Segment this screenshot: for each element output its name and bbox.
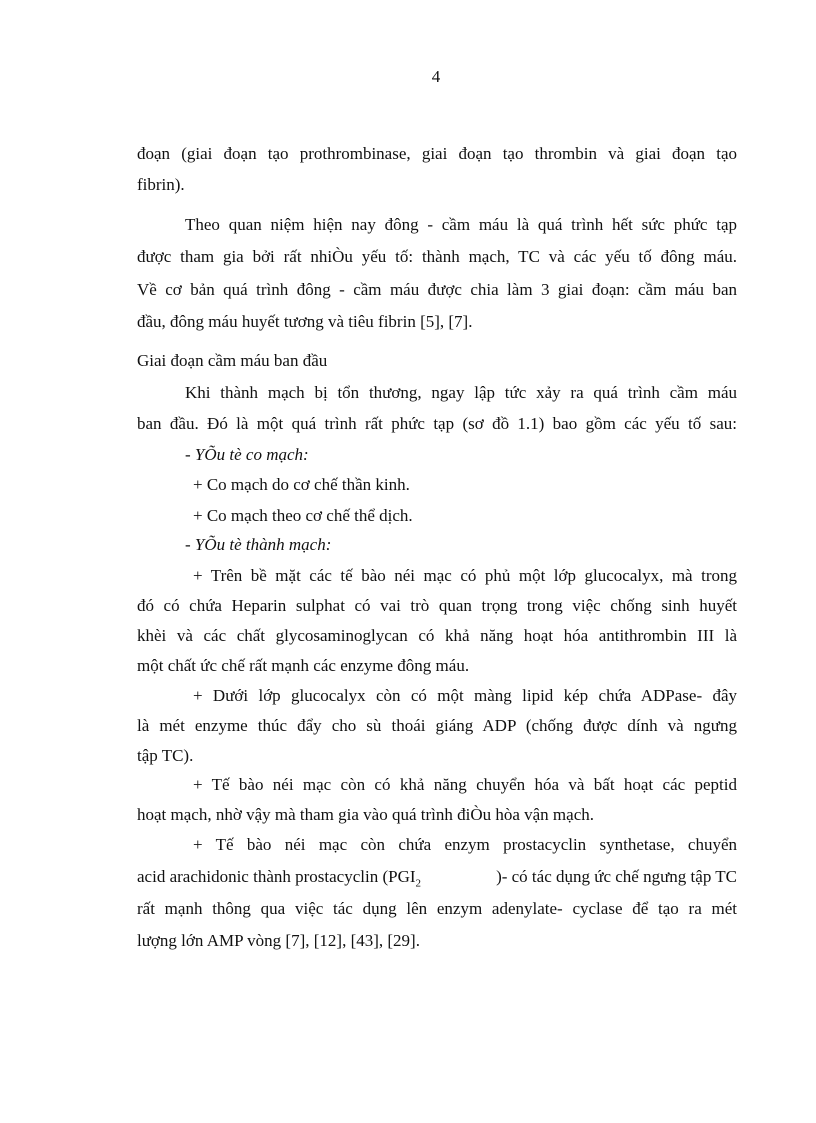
paragraph-line: hoạt mạch, nhờ vậy mà tham gia vào quá trình điÒu hòa vận mạch. xyxy=(137,805,594,824)
paragraph-line: fibrin). xyxy=(137,175,185,194)
paragraph-line: lượng lớn AMP vòng [7], [12], [43], [29]. xyxy=(137,931,420,950)
paragraph-line: tập TC). xyxy=(137,746,194,765)
paragraph-line: + Tế bào néi mạc còn có khả năng chuyển hóa và bất hoạt các peptid xyxy=(193,775,737,794)
list-item: + Co mạch theo cơ chế thể dịch. xyxy=(193,506,413,525)
paragraph-line: Về cơ bản quá trình đông - cầm máu được chia làm 3 giai đoạn: cầm máu ban xyxy=(137,280,737,299)
paragraph-line: + Dưới lớp glucocalyx còn có một màng lipid kép chứa ADPase- đây xyxy=(193,686,737,705)
paragraph-line: là mét enzyme thúc đẩy cho sù thoái giáng ADP (chống được dính và ngưng xyxy=(137,716,737,735)
paragraph-line: một chất ức chế rất mạnh các enzyme đông máu. xyxy=(137,656,470,675)
paragraph-line: đó có chứa Heparin sulphat có vai trò quan trọng trong việc chống sinh huyết xyxy=(137,596,737,615)
section-heading: Giai đoạn cầm máu ban đầu xyxy=(137,351,328,370)
paragraph-line: ban đầu. Đó là một quá trình rất phức tạp (sơ đồ 1.1) bao gồm các yếu tố sau: xyxy=(137,414,737,433)
page-number: 4 xyxy=(431,67,441,86)
paragraph-line: + Tế bào néi mạc còn chứa enzym prostacyclin synthetase, chuyển xyxy=(193,835,737,854)
list-item: + Co mạch do cơ chế thần kinh. xyxy=(193,475,410,494)
paragraph-line: đầu, đông máu huyết tương và tiêu fibrin [5], [7]. xyxy=(137,312,473,331)
paragraph-line: acid arachidonic thành prostacyclin ($PGI_2$ )- có tác dụng ức chế ngưng tập TC xyxy=(137,866,737,894)
list-heading: - YÕu tè co mạch: xyxy=(185,445,309,464)
paragraph-line: được tham gia bởi rất nhiÒu yếu tố: thành mạch, TC và các yếu tố đông máu. xyxy=(137,247,737,266)
paragraph-line: khèi và các chất glycosaminoglycan có khả năng hoạt hóa antithrombin III là xyxy=(137,626,737,645)
paragraph-line: Khi thành mạch bị tổn thương, ngay lập tức xảy ra quá trình cầm máu xyxy=(185,383,737,402)
paragraph-line: + Trên bề mặt các tế bào néi mạc có phủ một lớp glucocalyx, mà trong xyxy=(193,566,737,585)
formula-text: acid arachidonic thành prostacyclin ($PGI_2$ xyxy=(137,867,422,890)
paragraph-line: đoạn (giai đoạn tạo prothrombinase, giai đoạn tạo thrombin và giai đoạn tạo xyxy=(137,144,737,163)
list-heading: - YÕu tè thành mạch: xyxy=(185,535,332,554)
paragraph-line: rất mạnh thông qua việc tác dụng lên enzym adenylate- cyclase để tạo ra mét xyxy=(137,899,737,918)
paragraph-line: Theo quan niệm hiện nay đông - cầm máu là quá trình hết sức phức tạp xyxy=(185,215,737,234)
